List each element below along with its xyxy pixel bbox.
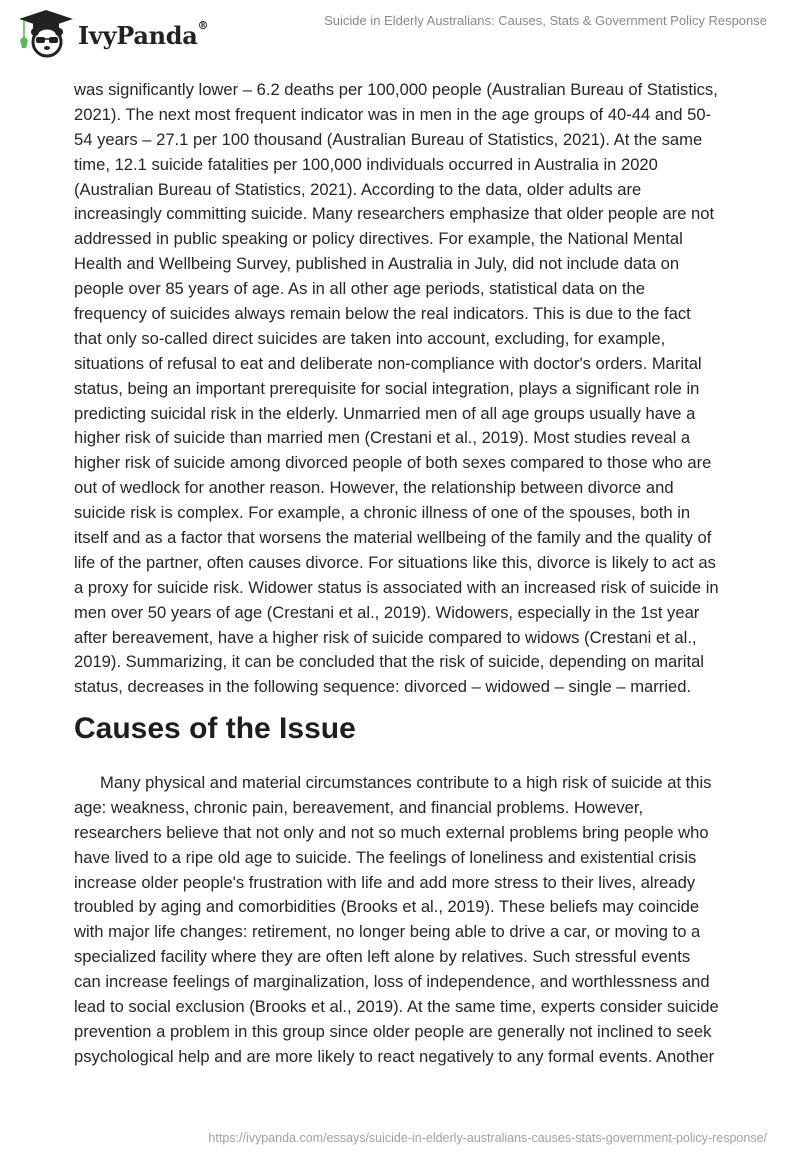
text-line: Health and Wellbeing Survey, published in Australia in July, did not include data on — [74, 254, 680, 274]
text-line: 2021). The next most frequent indicator was in men in the age groups of 40-44 and 50- — [74, 104, 712, 124]
ivypanda-logo[interactable] — [17, 8, 217, 58]
text-line: life of the partner, often causes divorce. For situations like this, divorce is likely to act as — [74, 552, 716, 572]
panda-graduate-icon — [17, 8, 75, 58]
essay-paragraph-2 — [74, 771, 734, 1070]
text-line: status, decreases in the following sequence: divorced – widowed – single – married. — [74, 677, 692, 697]
text-line: can increase feelings of marginalization, loss of independence, and worthlessness and — [74, 972, 710, 992]
text-line: have lived to a ripe old age to suicide. The feelings of loneliness and existential crisis — [74, 847, 697, 867]
text-line: lead to social exclusion (Brooks et al., 2019). At the same time, experts consider suicide — [74, 997, 719, 1017]
text-line: was significantly lower – 6.2 deaths per 100,000 people (Australian Bureau of Statistics, — [74, 80, 718, 99]
text-line: 2019). Summarizing, it can be concluded that the risk of suicide, depending on marital — [74, 652, 704, 672]
text-line: status, being an important prerequisite for social integration, plays a significant role in — [74, 378, 700, 398]
text-line: with major life changes: retirement, no longer being able to drive a car, or moving to a — [74, 922, 701, 942]
text-line: time, 12.1 suicide fatalities per 100,000 individuals occurred in Australia in 2020 — [74, 154, 658, 174]
text-line: psychological help and are more likely to react negatively to any formal events. Another — [74, 1046, 715, 1066]
text-line: situations of refusal to eat and deliberate non-compliance with doctor's orders. Marital — [74, 353, 702, 373]
text-line: frequency of suicides always remain below the real indicators. This is due to the fact — [74, 304, 691, 324]
text-line: a proxy for suicide risk. Widower status is associated with an increased risk of suicide in — [74, 577, 719, 597]
text-line: out of wedlock for another reason. However, the relationship between divorce and — [74, 478, 674, 498]
text-line: (Australian Bureau of Statistics, 2021). According to the data, older adults are — [74, 179, 642, 199]
text-line: 54 years – 27.1 per 100 thousand (Australian Bureau of Statistics, 2021). At the same — [74, 129, 703, 149]
text-line: prevention a problem in this group since older people are generally not inclined to seek — [74, 1021, 712, 1041]
text-line: increase older people's frustration with life and add more stress to their lives, already — [74, 872, 696, 892]
text-line: age: weakness, chronic pain, bereavement, and financial problems. However, — [74, 797, 644, 817]
text-line: people over 85 years of age. As in all other age periods, statistical data on the — [74, 279, 646, 299]
text-line: after bereavement, have a higher risk of suicide compared to widows (Crestani et al., — [74, 627, 697, 647]
source-url[interactable]: https://ivypanda.com/essays/suicide-in-elderly-australians-causes-stats-government-policy-response/ — [208, 1131, 767, 1145]
text-line: Many physical and material circumstances contribute to a high risk of suicide at this — [100, 773, 712, 792]
text-line: men over 50 years of age (Crestani et al., 2019). Widowers, especially in the 1st year — [74, 602, 700, 622]
text-line: researchers believe that not only and not so much external problems bring people who — [74, 822, 709, 842]
text-line: that only so-called direct suicides are taken into account, excluding, for example, — [74, 328, 666, 348]
text-line: higher risk of suicide among divorced people of both sexes compared to those who are — [74, 453, 712, 473]
section-heading: Causes of the Issue — [74, 712, 356, 745]
text-line: addressed in public speaking or policy directives. For example, the National Mental — [74, 229, 683, 249]
essay-paragraph-1 — [74, 78, 734, 700]
text-line: increasingly committing suicide. Many researchers emphasize that older people are not — [74, 204, 715, 224]
text-line: higher risk of suicide than married men (Crestani et al., 2019). Most studies reveal a — [74, 428, 691, 448]
text-line: specialized facility where they are often left alone by relatives. Such stressful events — [74, 947, 691, 967]
document-title: Suicide in Elderly Australians: Causes, Stats & Government Policy Response — [324, 13, 767, 28]
text-line: suicide risk is complex. For example, a chronic illness of one of the spouses, both in — [74, 503, 691, 523]
text-line: troubled by aging and comorbidities (Brooks et al., 2019). These beliefs may coincide — [74, 897, 700, 917]
text-line: predicting suicidal risk in the elderly. Unmarried men of all age groups usually have a — [74, 403, 696, 423]
logo-wordmark: IvyPanda® — [78, 18, 209, 50]
text-line: itself and as a factor that worsens the material wellbeing of the family and the quality of — [74, 528, 712, 548]
page-header — [0, 0, 800, 62]
